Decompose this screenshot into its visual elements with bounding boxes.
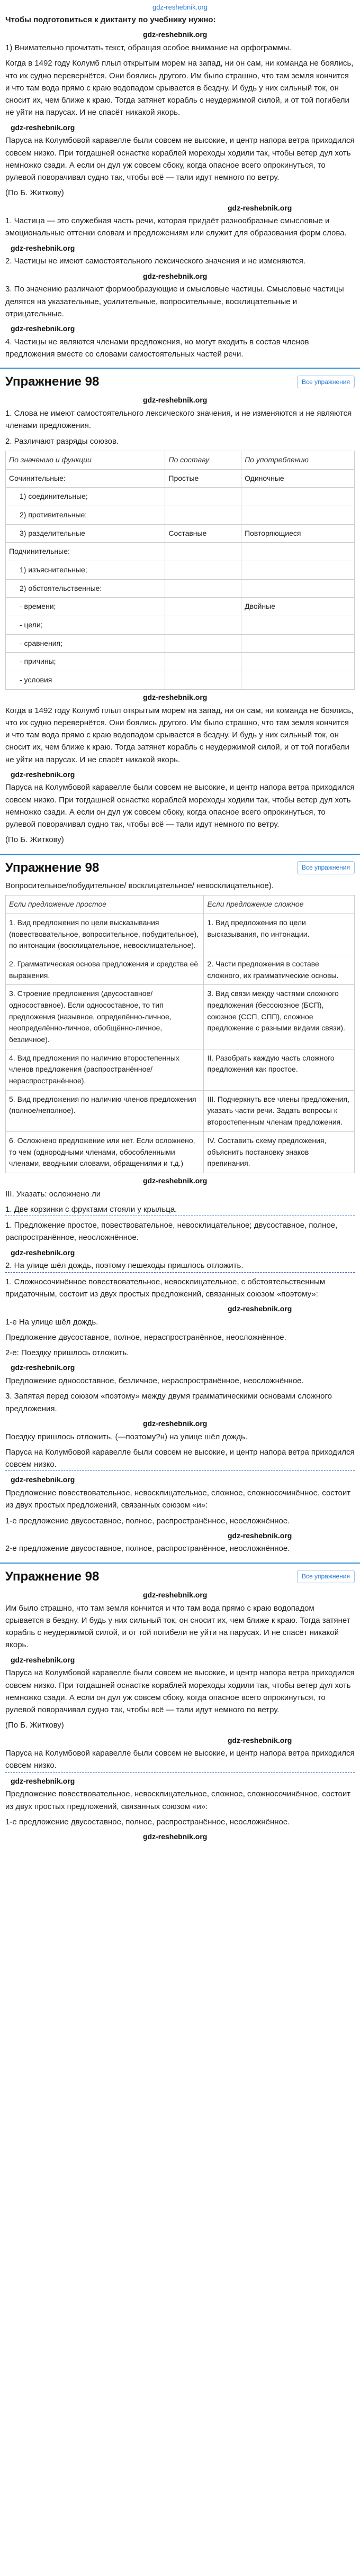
table-row (6, 598, 355, 616)
table-cell (241, 579, 355, 598)
watermark: gdz-reshebnik.org (228, 203, 292, 212)
particles-item: 1. Частица — это служебная часть речи, которая придаёт разнообразные смысловые и эмоциональные оттенки словам и предложениям или служит для образования форм слова. (5, 216, 347, 238)
table-cell: 4. Вид предложения по наличию второстепенных членов предложения (распространённое/нераспространённое). (6, 1049, 204, 1090)
analysis-line: III. Указать: осложнено ли (5, 1189, 101, 1199)
particles-item: 2. Частицы не имеют самостоятельного лексического значения и не изменяются. (5, 257, 306, 266)
watermark: gdz-reshebnik.org (228, 1531, 292, 1540)
table-cell: 5. Вид предложения по наличию членов предложения (полное/неполное). (6, 1090, 204, 1131)
table-cell: - цели; (6, 616, 165, 635)
table-cell: Одиночные (241, 469, 355, 488)
table-cell: Простые (165, 469, 241, 488)
all-exercises-button[interactable]: Все упражнения (297, 376, 355, 389)
repeat-text: Паруса на Колумбовой каравелле были совсем не высокие, и центр напора ветра приходился совсем низко. При тогдашней оснастке кораблей мореходы ходили так, чтобы ветер дул хоть немножко сзади. А если он дул уж совсем сбоку, когда опасное всего опрокинуться, то рулевой поворачивал судно так, чтобы всё — тали идут немного по ветру. (5, 1668, 355, 1715)
table-cell: III. Подчеркнуть все члены предложения, указать части речи. Задать вопросы к второстепенным членам предложения. (204, 1090, 355, 1131)
intro-item: Паруса на Колумбовой каравелле были совсем не высокие, и центр напора ветра приходился совсем низко. При тогдашней оснастке кораблей мореходы ходили так, чтобы ветер дул хоть немножко сзади. А если он дул уж совсем сбоку, когда опасное всего опрокинуться, то рулевой поворачивал судно так, чтобы всё — тали идут немного по ветру. (5, 136, 355, 182)
table-cell: 1) соединительные; (6, 488, 165, 506)
table-cell (165, 579, 241, 598)
table-header-row (6, 451, 355, 469)
table-row (6, 1049, 355, 1090)
table-cell: 1) изъяснительные; (6, 561, 165, 580)
table-cell: 2. Грамматическая основа предложения и средства её выражения. (6, 955, 204, 984)
repeat-text: (По Б. Житкову) (5, 1721, 64, 1730)
table-cell (241, 543, 355, 561)
particles-item: 3. По значению различают формообразующие и смысловые частицы. Смысловые частицы делятся на указательные, усилительные, вопросительные, восклицательные и отрицательные. (5, 285, 344, 318)
watermark: gdz-reshebnik.org (11, 123, 75, 132)
exercise-header (0, 368, 360, 394)
watermark: gdz-reshebnik.org (228, 1735, 292, 1744)
table-row (6, 985, 355, 1049)
table-row (6, 469, 355, 488)
table-cell: Сочинительные: (6, 469, 165, 488)
repeat-text: 1-е предложение двусоставное, полное, распространённое, неосложнённое. (5, 1817, 290, 1826)
table-cell: Двойные (241, 598, 355, 616)
all-exercises-button[interactable]: Все упражнения (297, 861, 355, 874)
table-row (6, 524, 355, 543)
table-cell (165, 561, 241, 580)
table-cell: 3) разделительные (6, 524, 165, 543)
table-header: Если предложение простое (6, 896, 204, 914)
table-row (6, 488, 355, 506)
analysis-line: Паруса на Колумбовой каравелле были совсем не высокие, и центр напора ветра приходился совсем низко. (5, 1446, 355, 1472)
table-cell: 2) противительные; (6, 506, 165, 524)
watermark: gdz-reshebnik.org (228, 1304, 292, 1313)
table-row (6, 1090, 355, 1131)
table-cell (241, 506, 355, 524)
particles-item: 4. Частицы не являются членами предложения, но могут входить в состав членов предложения вместе со словами самостоятельных частей речи. (5, 337, 309, 359)
ex98b-intro (0, 880, 360, 892)
marked-text: Когда в 1492 году Колумб плыл открытым морем на запад, ни он сам, ни команда не боялись, что их судно перевернётся. Они боялись другого. Им было страшно, что там земля кончится и что там вода прямо с краю водопадом срывается в бездну. И будь у них сильный ток, он сносит их, чем ближе к краю. Тогда затянет корабль с неудержимой силой, и от той погибели не уйти на парусах. И не спасёт никакой якорь. (5, 706, 354, 764)
watermark: gdz-reshebnik.org (143, 396, 208, 405)
table-cell: Повторяющиеся (241, 524, 355, 543)
conjunctions-table (5, 451, 355, 690)
table-cell: 2. Части предложения в составе сложного, их грамматические основы. (204, 955, 355, 984)
marked-text-section (0, 692, 360, 846)
table-row (6, 634, 355, 653)
analysis-line: Поездку пришлось отложить, (—поэтому?н) на улице шёл дождь. (5, 1432, 248, 1441)
intro-title: Чтобы подготовиться к диктанту по учебнику нужно: (5, 15, 216, 25)
table-header: Если предложение сложное (204, 896, 355, 914)
watermark: gdz-reshebnik.org (143, 692, 208, 701)
intro-section (0, 14, 360, 360)
table-cell (241, 488, 355, 506)
ex98-point: 2. Различают разряды союзов. (5, 436, 119, 446)
table-header: По значению и функции (6, 451, 165, 469)
analysis-line: 1-е предложение двусоставное, полное, распространённое, неосложнённое. (5, 1516, 290, 1525)
table-header: По употреблению (241, 451, 355, 469)
watermark: gdz-reshebnik.org (11, 1363, 75, 1372)
exercise-title: Упражнение 98 (5, 1569, 100, 1584)
table-header: По составу (165, 451, 241, 469)
table-row (6, 506, 355, 524)
analysis-line: 2-е предложение двусоставное, полное, распространённое, неосложнённое. (5, 1544, 290, 1554)
watermark: gdz-reshebnik.org (11, 243, 75, 252)
exercise-title: Упражнение 98 (5, 374, 100, 389)
analysis-line: Предложение двусоставное, полное, нераспространённое, неосложнённое. (5, 1332, 286, 1342)
analysis-line: 1. Предложение простое, повествовательное, невосклицательное; двусоставное, полное, распространённое, неосложнённое. (5, 1221, 338, 1243)
table-cell: 1. Вид предложения по цели высказывания (повествовательное, вопросительное, побудительное), по интонации (восклицательное, невосклицательное). (6, 914, 204, 955)
table-cell: - времени; (6, 598, 165, 616)
watermark: gdz-reshebnik.org (11, 770, 75, 779)
analysis-line: 1-е На улице шёл дождь. (5, 1317, 98, 1327)
table-row (6, 671, 355, 690)
table-row (6, 616, 355, 635)
table-cell: Составные (165, 524, 241, 543)
table-cell (165, 634, 241, 653)
table-row (6, 1131, 355, 1173)
table-cell (165, 653, 241, 671)
watermark: gdz-reshebnik.org (143, 1176, 208, 1185)
table-cell: - причины; (6, 653, 165, 671)
watermark: gdz-reshebnik.org (11, 324, 75, 333)
table-cell: 3. Строение предложения (двусоставное/односоставное). Если односоставное, то тип предложения (назывное, определённо-личное, неопределённо-личное, обобщённо-личное, безличное). (6, 985, 204, 1049)
exercise-title: Упражнение 98 (5, 860, 100, 875)
analysis-line: 3. Запятая перед союзом «поэтому» между двумя грамматическими основами сложного предложения. (5, 1392, 332, 1413)
table-cell (241, 616, 355, 635)
table-cell (165, 598, 241, 616)
table-cell: 2) обстоятельственные: (6, 579, 165, 598)
table-row (6, 543, 355, 561)
table-header-row (6, 896, 355, 914)
watermark: gdz-reshebnik.org (143, 271, 208, 280)
repeat-section (0, 1590, 360, 1843)
marked-text: Паруса на Колумбовой каравелле были совсем не высокие, и центр напора ветра приходился совсем низко. При тогдашней оснастке кораблей мореходы ходили так, чтобы ветер дул хоть немножко сзади. А если он дул уж совсем сбоку, когда опасное всего опрокинуться, то рулевой поворачивал судно так, чтобы всё — тали идут немного по ветру. (5, 783, 355, 829)
analysis-line: 1. Сложносочинённое повествовательное, невосклицательное, с обстоятельственным придаточным, состоит из двух простых предложений, связанных союзом «поэтому»: (5, 1277, 326, 1299)
top-site-link[interactable]: gdz-reshebnik.org (152, 3, 208, 11)
analysis-line: 2-е: Поездку пришлось отложить. (5, 1348, 129, 1358)
table-cell (165, 671, 241, 690)
watermark: gdz-reshebnik.org (11, 1475, 75, 1484)
intro-item: 1) Внимательно прочитать текст, обращая особое внимание на орфограммы. (5, 43, 292, 53)
analysis-line: Предложение повествовательное, невосклицательное, сложное, сложносочинённое, состоит из двух простых предложений, связанных союзом «и»: (5, 1488, 351, 1510)
watermark: gdz-reshebnik.org (11, 1776, 75, 1785)
repeat-text: Предложение повествовательное, невосклицательное, сложное, сложносочинённое, состоит из двух простых предложений, связанных союзом «и»: (5, 1789, 351, 1811)
all-exercises-button[interactable]: Все упражнения (297, 1570, 355, 1583)
repeat-text: Им было страшно, что там земля кончится и что там вода прямо с краю водопадом срывается в бездну. И будь у них сильный ток, он сносит их, чем ближе к краю. Тогда затянет корабль с неудержимой силой, и от той погибели не уйти на парусах. И не спасёт никакой якорь. (5, 1603, 350, 1650)
table-row (6, 914, 355, 955)
table-cell: - сравнения; (6, 634, 165, 653)
analysis-line: 2. На улице шёл дождь, поэтому пешеходы пришлось отложить. (5, 1259, 355, 1272)
parse-compare-table (5, 895, 355, 1173)
table-cell (241, 671, 355, 690)
table-cell: - условия (6, 671, 165, 690)
repeat-text: Паруса на Колумбовой каравелле были совсем не высокие, и центр напора ветра приходился совсем низко. (5, 1747, 355, 1773)
watermark: gdz-reshebnik.org (143, 1419, 208, 1428)
table-row (6, 653, 355, 671)
table-row (6, 955, 355, 984)
watermark: gdz-reshebnik.org (143, 1590, 208, 1599)
analysis-line: 1. Две корзинки с фруктами стояли у крыльца. (5, 1203, 355, 1216)
table-cell (165, 488, 241, 506)
table-cell: IV. Составить схему предложения, объяснить постановку знаков препинания. (204, 1131, 355, 1173)
table-row (6, 579, 355, 598)
table-cell (241, 653, 355, 671)
table-cell: Подчинительные: (6, 543, 165, 561)
table-cell: 6. Осложнено предложение или нет. Если осложнено, то чем (однородными членами, обособленными членами, вводными словами, обращениями и т.д.) (6, 1131, 204, 1173)
table-cell (165, 616, 241, 635)
table-cell: II. Разобрать каждую часть сложного предложения как простое. (204, 1049, 355, 1090)
intro-item: Когда в 1492 году Колумб плыл открытым морем на запад, ни он сам, ни команда не боялись, что их судно перевернётся. Они боялись другого. Им было страшно, что там земля кончится и что там вода прямо с краю водопадом срывается в бездну. И будь у них сильный ток, он сносит их, чем ближе к краю. Тогда затянет корабль с неудержимой силой, и от той погибели не уйти на парусах. И не спасёт никакой якорь. (5, 59, 354, 117)
table-cell (165, 506, 241, 524)
table-cell: 1. Вид предложения по цели высказывания, по интонации. (204, 914, 355, 955)
watermark: gdz-reshebnik.org (143, 1832, 208, 1841)
ex98-point: 1. Слова не имеют самостоятельного лексического значения, и не изменяются и не являются членами предложения. (5, 409, 352, 431)
watermark: gdz-reshebnik.org (11, 1655, 75, 1664)
analysis-line: Предложение односоставное, безличное, нераспространённое, неосложнённое. (5, 1376, 304, 1386)
table-cell (241, 634, 355, 653)
ex98-section (0, 395, 360, 447)
table-cell: 3. Вид связи между частями сложного предложения (бессоюзное (БСП), союзное (ССП, СПП), сложное предложение с разными видами связи). (204, 985, 355, 1049)
table-cell (165, 543, 241, 561)
ex98b-intro-text: Вопросительное/побудительное/ восклицательное/ невосклицательное). (5, 881, 274, 890)
marked-text: (По Б. Житкову) (5, 835, 64, 845)
watermark: gdz-reshebnik.org (143, 30, 208, 39)
analysis-section (0, 1175, 360, 1555)
table-row (6, 561, 355, 580)
exercise-header (0, 1563, 360, 1588)
table-cell (241, 561, 355, 580)
watermark: gdz-reshebnik.org (11, 1248, 75, 1257)
intro-item: (По Б. Житкову) (5, 188, 64, 198)
exercise-header (0, 854, 360, 880)
